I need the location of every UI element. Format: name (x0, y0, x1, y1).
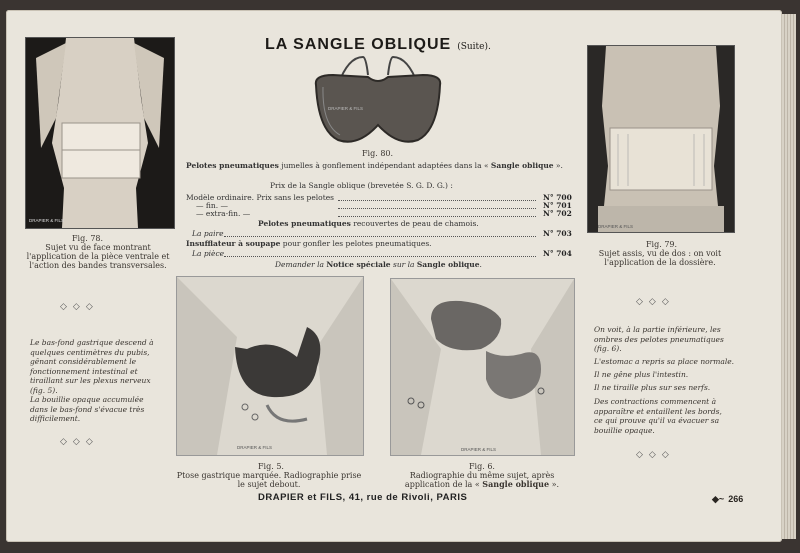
left-paragraph-2: La bouillie opaque accumulée dans le bas-fond s'évacue très difficilement. (30, 395, 145, 423)
price-row-702-number: N° 702 (543, 209, 572, 218)
price-row-701-label: — fin. — (196, 201, 228, 210)
left-paragraph-1: Le bas-fond gastrique descend à quelques centimètres du pubis, gênant considérablement le fonctionnement intestinal et tiraillant sur les plexus nerveux (fig. 5). (30, 338, 154, 395)
fig79-figure-drawing (588, 46, 734, 232)
paire-row-number: N° 703 (543, 229, 572, 238)
fig5-xray-drawing (177, 277, 363, 455)
fig78-label: Fig. 78. (72, 234, 104, 243)
fig5-xray (176, 276, 364, 456)
price-row-700-dots (338, 200, 536, 201)
page-title: LA SANGLE OBLIQUE (Suite). (265, 36, 491, 53)
price-row-700-number: N° 700 (543, 193, 572, 202)
fig6-xray-drawing (391, 279, 574, 455)
right-paragraph-1: On voit, à la partie inférieure, les ombres des pelotes pneumatiques (fig. 6). (594, 325, 724, 353)
publisher-footer: DRAPIER et FILS, 41, rue de Rivoli, PARIS (258, 492, 468, 503)
fig80-label: Fig. 80. (362, 149, 394, 158)
fig5-label: Fig. 5. (258, 462, 284, 471)
fig79-label: Fig. 79. (646, 240, 678, 249)
piece-row-number: N° 704 (543, 249, 572, 258)
fig6-stamp: DRAPIER & FILS (461, 447, 497, 452)
price-row-701-number: N° 701 (543, 201, 572, 210)
fig6-xray (390, 278, 575, 456)
insufflateur-line: Insufflateur à soupape pour gonfler les pelotes pneumatiques. (186, 239, 432, 248)
price-row-702-dots (338, 216, 536, 217)
ornament-right-bottom: ◇◇◇ (636, 450, 675, 460)
right-paragraph-3: Il ne gêne plus l'intestin. (594, 370, 689, 379)
page-arrow-icon: ◆~ (712, 494, 725, 504)
fig5-stamp: DRAPIER & FILS (237, 445, 273, 450)
pneumatic-pads-drawing (308, 55, 448, 147)
right-paragraph-2: L'estomac a repris sa place normale. (594, 357, 735, 366)
price-row-701-dots (338, 208, 536, 209)
ornament-left-bottom: ◇◇◇ (60, 437, 99, 447)
fig79-caption: Sujet assis, vu de dos : on voit l'application de la dossière. (598, 249, 722, 267)
fig5-caption: Ptose gastrique marquée. Radiographie prise le sujet debout. (176, 471, 362, 489)
page-number: ◆~ 266 (712, 494, 744, 504)
fig6-label: Fig. 6. (469, 462, 495, 471)
paire-row-dots (224, 236, 536, 237)
pelotes-heading: Pelotes pneumatiques recouvertes de peau de chamois. (258, 219, 479, 228)
page-edges (782, 14, 796, 539)
price-row-700-label: Modèle ordinaire. Prix sans les pelotes (186, 193, 335, 202)
fig78-caption: Sujet vu de face montrant l'application de la pièce ventrale et l'action des bandes transversales. (26, 243, 170, 270)
ornament-left-top: ◇◇◇ (60, 302, 99, 312)
title-suffix: (Suite). (457, 42, 491, 52)
fig78-figure-drawing (26, 38, 174, 228)
paire-row-label: La paire (192, 229, 224, 238)
price-row-702-label: — extra-fin. — (196, 209, 251, 218)
piece-row-dots (224, 256, 536, 257)
fig80-stamp: DRAPIER & FILS (328, 106, 364, 111)
fig6-caption: Radiographie du même sujet, après application de la « Sangle oblique ». (404, 471, 560, 489)
price-heading: Prix de la Sangle oblique (brevetée S. G. D. G.) : (270, 181, 453, 190)
right-paragraph-5: Des contractions commencent à apparaître et entaillent les bords, ce qui prouve qu'il va évacuer sa bouillie opaque. (594, 397, 722, 435)
fig78-photo (25, 37, 175, 229)
demander-line: Demander la Notice spéciale sur la Sangle oblique. (275, 260, 482, 269)
ornament-right-top: ◇◇◇ (636, 297, 675, 307)
fig78-stamp: DRAPIER & FILS (29, 218, 65, 223)
piece-row-label: La pièce (192, 249, 225, 258)
pelotes-line: Pelotes pneumatiques jumelles à gonflement indépendant adaptées dans la « Sangle oblique ». (186, 161, 563, 170)
right-paragraph-4: Il ne tiraille plus sur ses nerfs. (594, 383, 711, 392)
fig80-illustration (308, 55, 448, 147)
fig79-photo (587, 45, 735, 233)
fig79-stamp: DRAPIER & FILS (598, 224, 634, 229)
